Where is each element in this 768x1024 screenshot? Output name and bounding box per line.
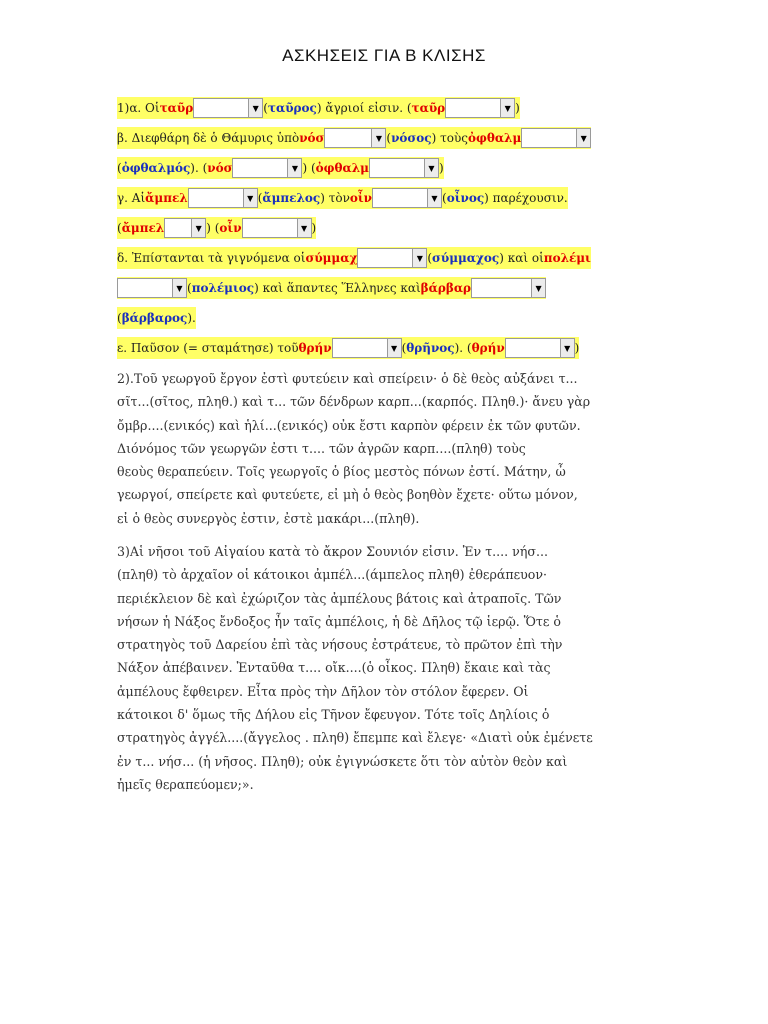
ending-dropdown[interactable]	[117, 278, 187, 298]
chevron-down-icon: ▼	[560, 339, 574, 357]
nominative-word: οἶνος	[446, 191, 485, 205]
highlight-span: γ. Αἱ ἄμπελ ▼ ( ἄμπελος ) τὸν οἶν ▼ ( οἶνος ) παρέχουσιν.	[117, 187, 568, 209]
chevron-down-icon: ▼	[427, 189, 441, 207]
text-line: κάτοικοι δ' ὅμως τῆς Δήλου εἰς Τῆνον ἔφευγον. Τότε τοῖς Δηλίοις ὁ	[117, 707, 550, 723]
ending-dropdown[interactable]	[232, 158, 302, 178]
nominative-word: θρῆνος	[406, 341, 455, 355]
ending-dropdown[interactable]	[324, 128, 386, 148]
exercise-line-5	[117, 216, 657, 240]
ending-dropdown[interactable]	[357, 248, 427, 268]
stem-word: ὀφθαλμ	[315, 161, 369, 175]
stem-word: ἄμπελ	[121, 221, 165, 235]
chevron-down-icon: ▼	[172, 279, 186, 297]
chevron-down-icon: ▼	[287, 159, 301, 177]
ending-dropdown[interactable]	[372, 188, 442, 208]
stem-word: νόσ	[299, 131, 325, 145]
ending-dropdown[interactable]	[505, 338, 575, 358]
ending-dropdown[interactable]	[369, 158, 439, 178]
page-title: ΑΣΚΗΣΕΙΣ ΓΙΑ Β ΚΛΙΣΗΣ	[282, 46, 486, 65]
stem-word: σύμμαχ	[305, 251, 358, 265]
exercise-line-7	[117, 276, 657, 300]
ending-dropdown[interactable]	[188, 188, 258, 208]
chevron-down-icon: ▼	[248, 99, 262, 117]
ending-dropdown[interactable]	[445, 98, 515, 118]
chevron-down-icon: ▼	[191, 219, 205, 237]
nominative-word: σύμμαχος	[432, 251, 500, 265]
highlight-span: 1)α. Οἱ ταῦρ ▼ ( ταῦρος ) ἄγριοί εἰσιν. ( ταῦρ ▼ )	[117, 97, 520, 119]
nominative-word: ταῦρος	[267, 101, 317, 115]
nominative-word: ἄμπελος	[262, 191, 321, 205]
text-line: θεοὺς θεραπεύειν. Τοῖς γεωργοῖς ὁ βίος μεστὸς πόνων ἐστί. Μάτην, ὦ	[117, 464, 566, 480]
stem-word: ταῦρ	[159, 101, 194, 115]
chevron-down-icon: ▼	[387, 339, 401, 357]
exercise-line-8	[117, 306, 657, 330]
ending-dropdown[interactable]	[242, 218, 312, 238]
nominative-word: πολέμιος	[191, 281, 255, 295]
ending-dropdown[interactable]	[164, 218, 206, 238]
highlight-span: δ. Ἐπίστανται τὰ γιγνόμενα οἱ σύμμαχ ▼ ( σύμμαχος ) καὶ οἱ πολέμι	[117, 247, 591, 269]
highlight-span: β. Διεφθάρη δὲ ὁ Θάμυρις ὑπὸ νόσ ▼ ( νόσος ) τοὺς ὀφθαλμ ▼	[117, 127, 591, 149]
text-line: εἰ ὁ θεὸς συνεργὸς ἐστιν, ἐστὲ μακάρι...(πληθ).	[117, 510, 420, 526]
text-line: σῖτ...(σῖτος, πληθ.) καὶ τ... τῶν δένδρων καρπ...(καρπός. Πληθ.)· ἄνευ γὰρ	[117, 394, 591, 410]
highlight-span: ε. Παῦσον (= σταμάτησε) τοῦ θρήν ▼ ( θρῆνος ). ( θρήν ▼ )	[117, 337, 579, 359]
text-line: στρατηγὸς ἀγγέλ....(ἄγγελος . πληθ) ἔπεμπε καὶ ἔλεγε· «Διατὶ οὐκ ἐμένετε	[117, 730, 593, 746]
chevron-down-icon: ▼	[500, 99, 514, 117]
text-line: ὄμβρ....(ενικός) καὶ ἡλί...(ενικός) οὐκ ἔστι καρπὸν φέρειν ἐκ τῶν φυτῶν.	[117, 417, 581, 433]
stem-word: θρήν	[298, 341, 332, 355]
exercise-line-3	[117, 156, 657, 180]
nominative-word: βάρβαρος	[121, 311, 188, 325]
stem-word: οἶν	[219, 221, 242, 235]
chevron-down-icon: ▼	[424, 159, 438, 177]
text-line: ἀμπέλους ἔφθειρεν. Εἶτα πρὸς τὴν Δῆλον τὸν στόλον ἔφερεν. Οἱ	[117, 683, 529, 699]
ending-dropdown[interactable]	[193, 98, 263, 118]
chevron-down-icon: ▼	[243, 189, 257, 207]
chevron-down-icon: ▼	[297, 219, 311, 237]
text-line: γεωργοί, σπείρετε καὶ φυτεύετε, εἰ μὴ ὁ θεὸς βοηθὸν ἔχετε· οὕτω μόνον,	[117, 487, 578, 503]
stem-word: ἄμπελ	[145, 191, 188, 205]
exercise-line-2	[117, 126, 657, 150]
chevron-down-icon: ▼	[371, 129, 385, 147]
highlight-span: ▼ ( πολέμιος ) καὶ ἅπαντες Ἕλληνες καὶ βάρβαρ ▼	[117, 277, 546, 299]
ending-dropdown[interactable]	[521, 128, 591, 148]
text-line: ἡμεῖς θεραπεύομεν;».	[117, 776, 254, 792]
text-line: νήσων ἡ Νάξος ἔνδοξος ἦν ταῖς ἀμπέλοις, ἡ δὲ Δῆλος τῷ ἱερῷ. Ὅτε ὁ	[117, 613, 561, 629]
stem-word: νόσ	[207, 161, 233, 175]
exercise-2-text	[117, 367, 657, 530]
highlight-span: ( ὀφθαλμός ). ( νόσ ▼ ) ( ὀφθαλμ ▼ )	[117, 157, 444, 179]
ending-dropdown[interactable]	[332, 338, 402, 358]
nominative-word: νόσος	[391, 131, 432, 145]
chevron-down-icon: ▼	[576, 129, 590, 147]
stem-word: πολέμι	[543, 251, 591, 265]
text-line: Διόνόμος τῶν γεωργῶν ἐστι τ.... τῶν ἀγρῶν καρπ....(πληθ) τοὺς	[117, 440, 526, 456]
text-line: 3)Αἱ νῆσοι τοῦ Αἰγαίου κατὰ τὸ ἄκρον Σουνιόν εἰσιν. Ἐν τ.... νήσ...	[117, 544, 548, 559]
stem-word: βάρβαρ	[420, 281, 472, 295]
stem-word: ὀφθαλμ	[467, 131, 522, 145]
exercise-line-9	[117, 336, 657, 360]
text-line: 2).Τοῦ γεωργοῦ ἔργον ἐστὶ φυτεύειν καὶ σπείρειν· ὁ δὲ θεὸς αὐξάνει τ...	[117, 371, 578, 386]
stem-word: θρήν	[471, 341, 505, 355]
text-line: Νάξον ἀπέβαινεν. Ἐνταῦθα τ.... οἴκ....(ὁ οἶκος. Πληθ) ἔκαιε καὶ τὰς	[117, 660, 551, 676]
text-line: στρατηγὸς τοῦ Δαρείου ἐπὶ τὰς νήσους ἐστράτευε, τὸ πρῶτον ἐπὶ τὴν	[117, 637, 563, 653]
exercise-line-6	[117, 246, 657, 270]
highlight-span: ( ἄμπελ ▼ ) ( οἶν ▼ )	[117, 217, 316, 239]
highlight-span: ( βάρβαρος ).	[117, 307, 196, 329]
ending-dropdown[interactable]	[471, 278, 546, 298]
text-line: περιέκλειον δὲ καὶ ἐχώριζον τὰς ἀμπέλους βάτοις καὶ ἀτραποῖς. Τῶν	[117, 590, 562, 606]
stem-word: οἶν	[349, 191, 372, 205]
stem-word: ταῦρ	[411, 101, 446, 115]
exercise-3-text	[117, 540, 657, 796]
text-line: (πληθ) τὸ ἀρχαῖον οἱ κάτοικοι ἀμπέλ...(άμπελος πληθ) ἐθεράπευον·	[117, 567, 548, 583]
exercise-1	[117, 96, 657, 366]
nominative-word: ὀφθαλμός	[121, 161, 191, 175]
exercise-line-1	[117, 96, 657, 120]
chevron-down-icon: ▼	[531, 279, 545, 297]
chevron-down-icon: ▼	[412, 249, 426, 267]
exercise-line-4	[117, 186, 657, 210]
text-line: ἐν τ... νήσ... (ἡ νῆσος. Πληθ); οὐκ ἐγιγνώσκετε ὅτι τὸν αὐτὸν θεὸν καὶ	[117, 753, 568, 769]
